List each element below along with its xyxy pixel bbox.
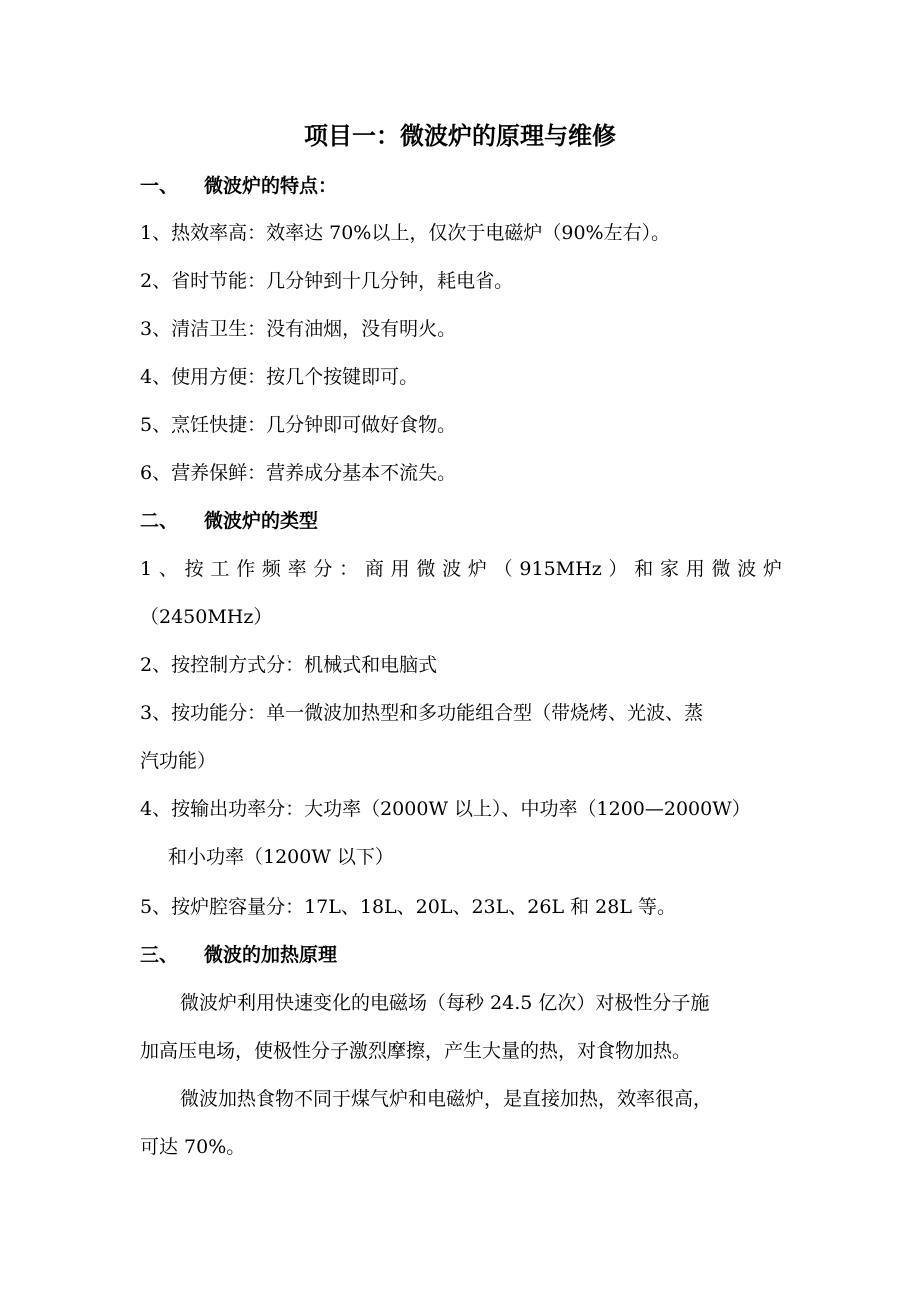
section-heading-types [140,506,318,536]
feature-item-4: 4、使用方便：按几个按键即可。 [140,366,419,388]
feature-item-2: 2、省时节能：几分钟到十几分钟，耗电省。 [140,270,514,292]
section-heading-heating-principle [140,940,337,970]
section-number: 二、 [140,510,179,532]
type-item-5: 5、按炉腔容量分：17L、18L、20L、23L、26L 和 28L 等。 [140,896,676,918]
type-item-3-line-2: 汽功能） [140,750,217,772]
type-item-4-line-1: 4、按输出功率分：大功率（2000W 以上）、中功率（1200—2000W） [140,798,751,820]
document-title: 项目一：微波炉的原理与维修 [304,121,616,150]
section-heading-text: 微波的加热原理 [204,944,338,966]
feature-item-5: 5、烹饪快捷：几分钟即可做好食物。 [140,414,457,436]
feature-item-3: 3、清洁卫生：没有油烟，没有明火。 [140,318,457,340]
section-number: 三、 [140,944,179,966]
section-heading-features [140,171,337,201]
type-item-1-line-2: （2450MHz） [140,606,273,628]
principle-paragraph-2-line-1: 微波加热食物不同于煤气炉和电磁炉，是直接加热，效率很高， [180,1088,713,1110]
section-heading-text: 微波炉的特点： [204,175,338,197]
type-item-4-line-2: 和小功率（1200W 以下） [168,846,394,868]
type-item-1-line-1: 1、按工作频率分：商用微波炉（915MHz）和家用微波炉 [140,558,782,580]
section-number: 一、 [140,175,179,197]
principle-paragraph-2-line-2: 可达 70%。 [140,1136,246,1158]
section-heading-text: 微波炉的类型 [204,510,319,532]
principle-paragraph-1-line-2: 加高压电场，使极性分子激烈摩擦，产生大量的热，对食物加热。 [140,1040,692,1062]
principle-paragraph-1-line-1: 微波炉利用快速变化的电磁场（每秒 24.5 亿次）对极性分子施 [180,992,710,1014]
type-item-3-line-1: 3、按功能分：单一微波加热型和多功能组合型（带烧烤、光波、蒸 [140,702,704,724]
feature-item-1: 1、热效率高：效率达 70%以上，仅次于电磁炉（90%左右）。 [140,222,671,244]
type-item-2: 2、按控制方式分：机械式和电脑式 [140,654,438,676]
feature-item-6: 6、营养保鲜：营养成分基本不流失。 [140,462,457,484]
